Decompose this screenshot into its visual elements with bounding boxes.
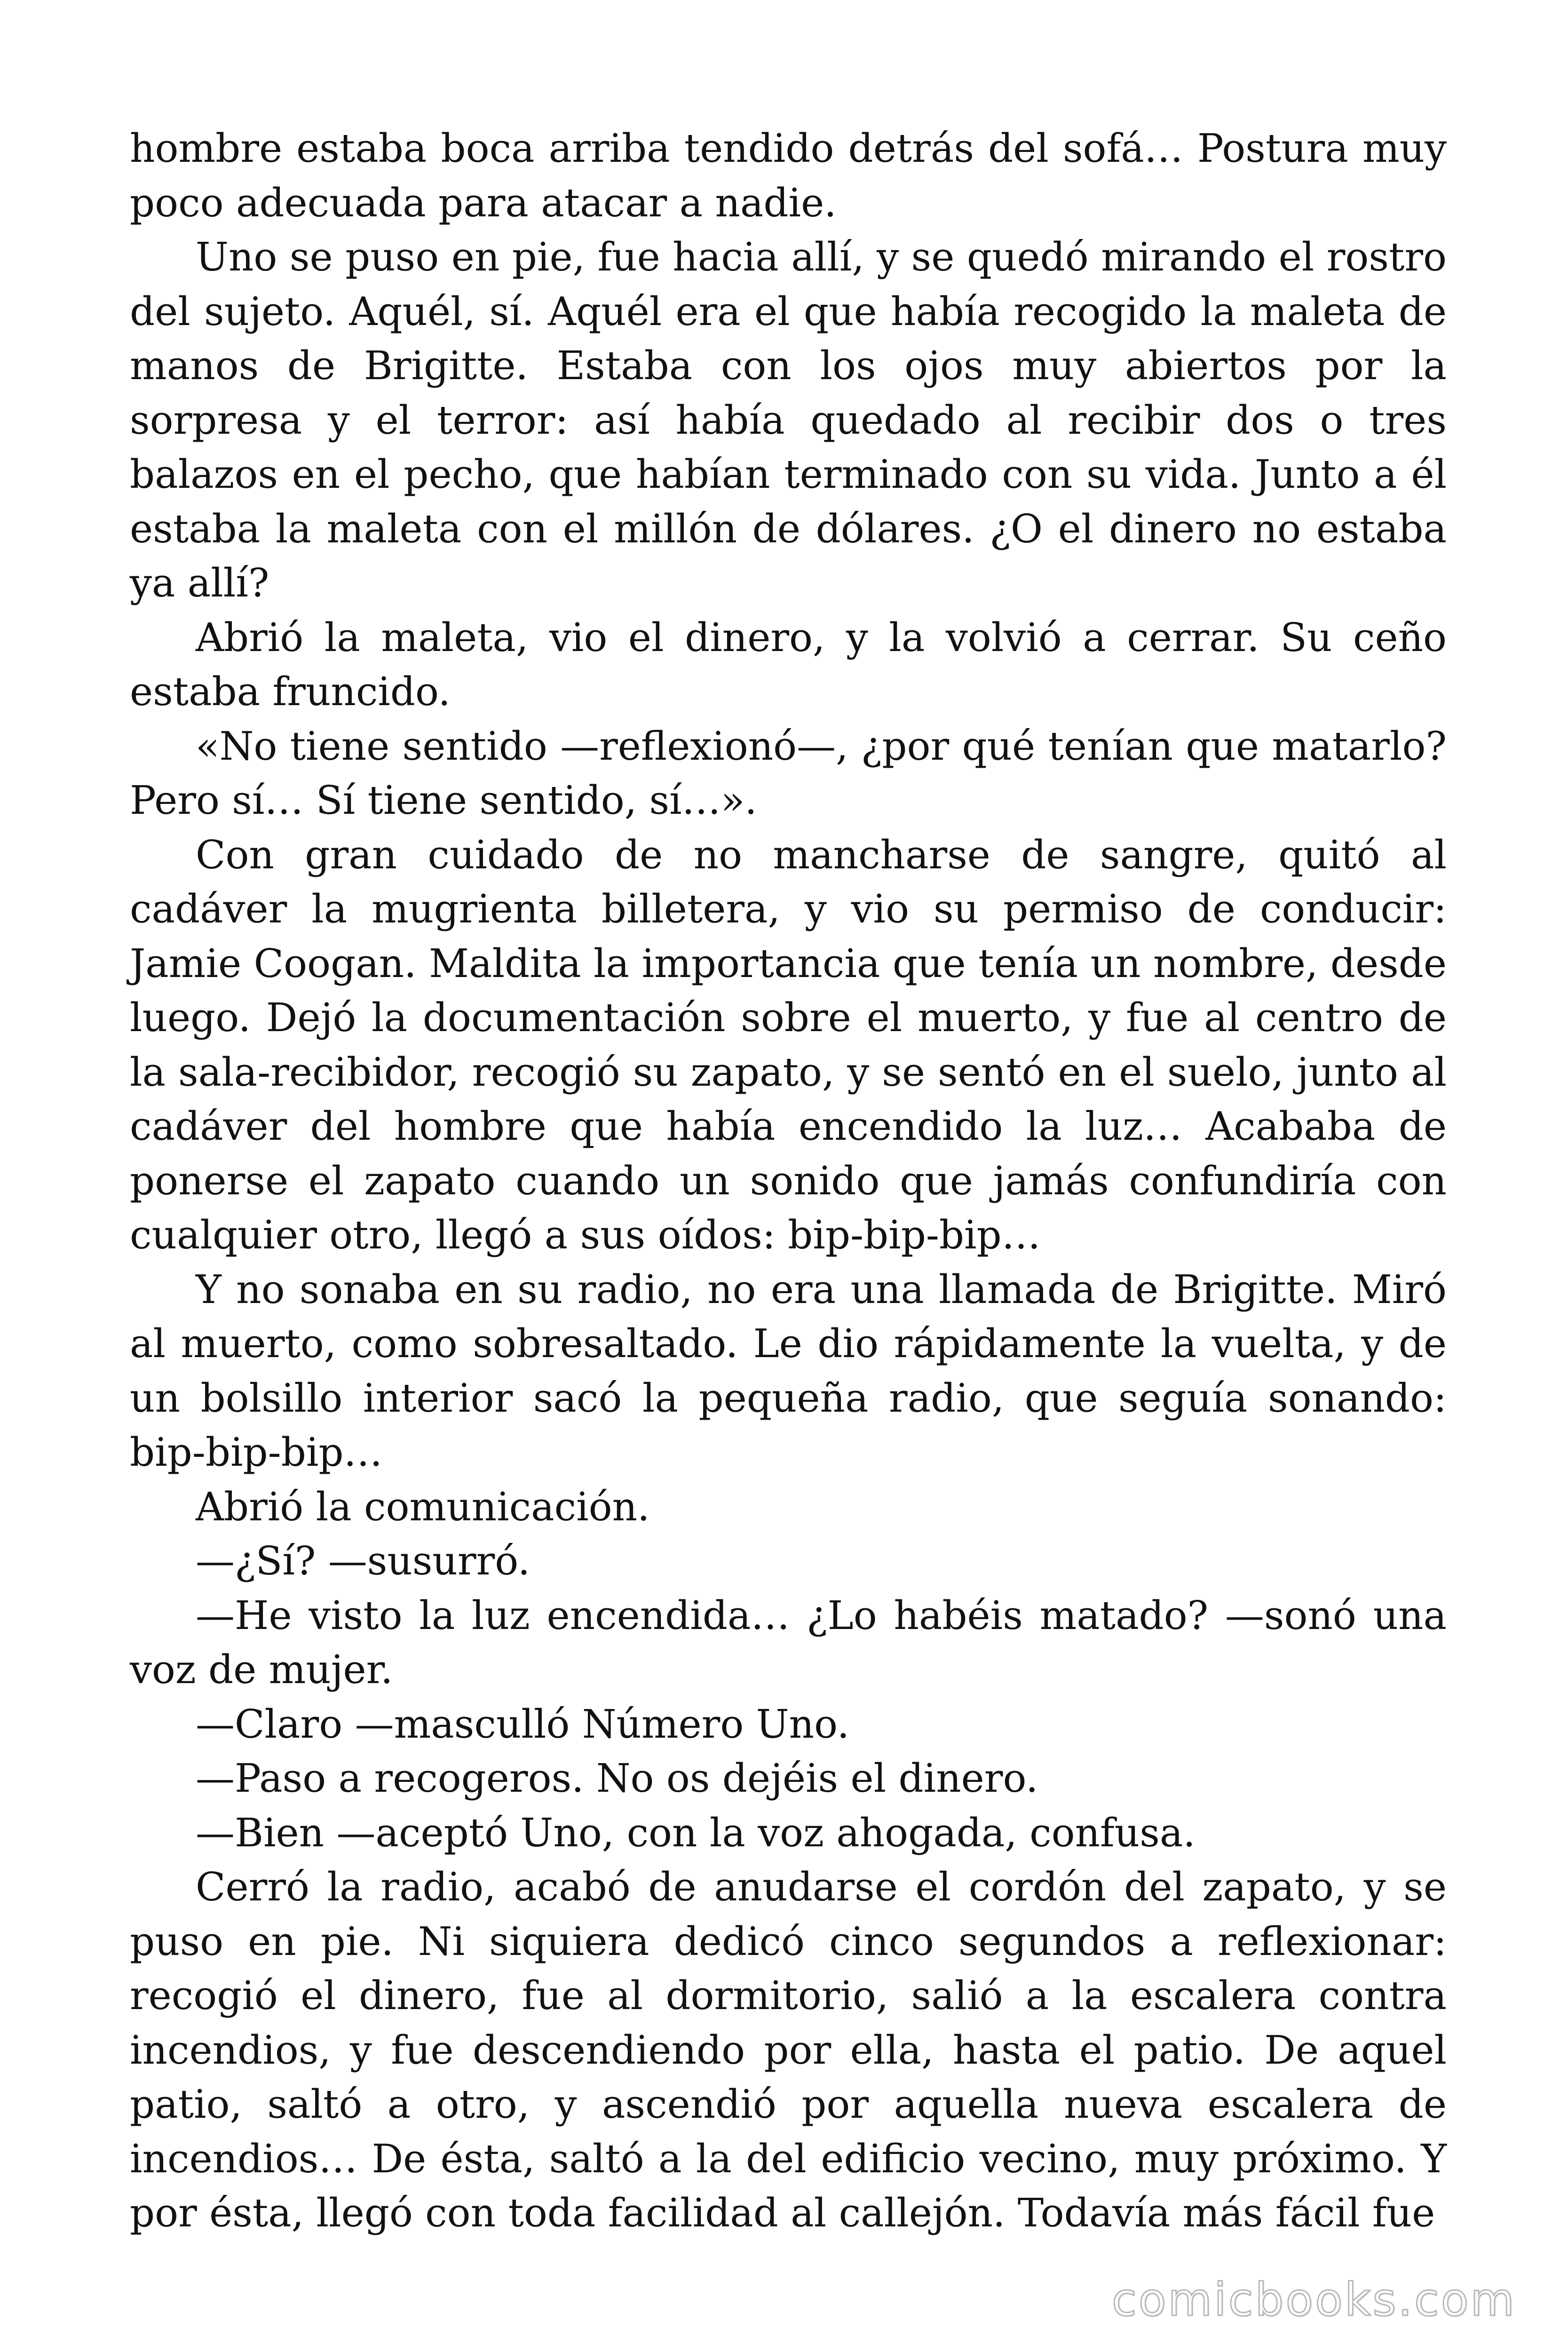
paragraph: —Claro —masculló Número Uno.	[196, 1701, 849, 1747]
paragraph: Y no sonaba en su radio, no era una llamada de Brigitte. Miró al muerto, como sobresaltado. Le dio rápidamente la vuelta, y de un bolsillo interior sacó la pequeña radio, que seguía sonando: bip-bip-bip…	[130, 1266, 1447, 1475]
paragraph: Con gran cuidado de no mancharse de sangre, quitó al cadáver la mugrienta billetera, y vio su permiso de conducir: Jamie Coogan. Maldita la importancia que tenía un nombre, desde luego. Dejó la documentación sobre el muerto, y fue al centro de la sala-recibidor, recogió su zapato, y se sentó en el suelo, junto al cadáver del hombre que había encendido la luz… Acababa de ponerse el zapato cuando un sonido que jamás confundiría con cualquier otro, llegó a sus oídos: bip-bip-bip…	[130, 832, 1447, 1258]
paragraph: «No tiene sentido —reflexionó—, ¿por qué tenían que matarlo? Pero sí… Sí tiene sentido, sí…».	[130, 723, 1447, 823]
paragraph: Abrió la comunicación.	[196, 1484, 650, 1530]
paragraph: —He visto la luz encendida… ¿Lo habéis matado? —sonó una voz de mujer.	[130, 1592, 1447, 1692]
paragraph: —Bien —aceptó Uno, con la voz ahogada, confusa.	[196, 1810, 1196, 1856]
paragraph: Cerró la radio, acabó de anudarse el cordón del zapato, y se puso en pie. Ni siquiera dedicó cinco segundos a reflexionar: recogió el dinero, fue al dormitorio, salió a la escalera contra incendios, y fue descendiendo por ella, hasta el patio. De aquel patio, saltó a otro, y ascendió por aquella nueva escalera de incendios… De ésta, saltó a la del edificio vecino, muy próximo. Y por ésta, llegó con toda facilidad al callejón. Todavía más fácil fue	[130, 1864, 1447, 2236]
watermark: comicbooks.com	[1111, 2273, 1516, 2326]
paragraph: —¿Sí? —susurró.	[196, 1538, 531, 1584]
paragraph: Uno se puso en pie, fue hacia allí, y se quedó mirando el rostro del sujeto. Aquél, sí. Aquél era el que había recogido la maleta de manos de Brigitte. Estaba con los ojos muy abiertos por la sorpresa y el terror: así había quedado al recibir dos o tres balazos en el pecho, que habían terminado con su vida. Junto a él estaba la maleta con el millón de dólares. ¿O el dinero no estaba ya allí?	[130, 234, 1447, 606]
paragraph: Abrió la maleta, vio el dinero, y la volvió a cerrar. Su ceño estaba fruncido.	[130, 614, 1447, 715]
paragraph: —Paso a recogeros. No os dejéis el dinero.	[196, 1756, 1038, 1801]
page-text	[130, 121, 1447, 2241]
paragraph: hombre estaba boca arriba tendido detrás del sofá… Postura muy poco adecuada para atacar a nadie.	[130, 126, 1447, 226]
